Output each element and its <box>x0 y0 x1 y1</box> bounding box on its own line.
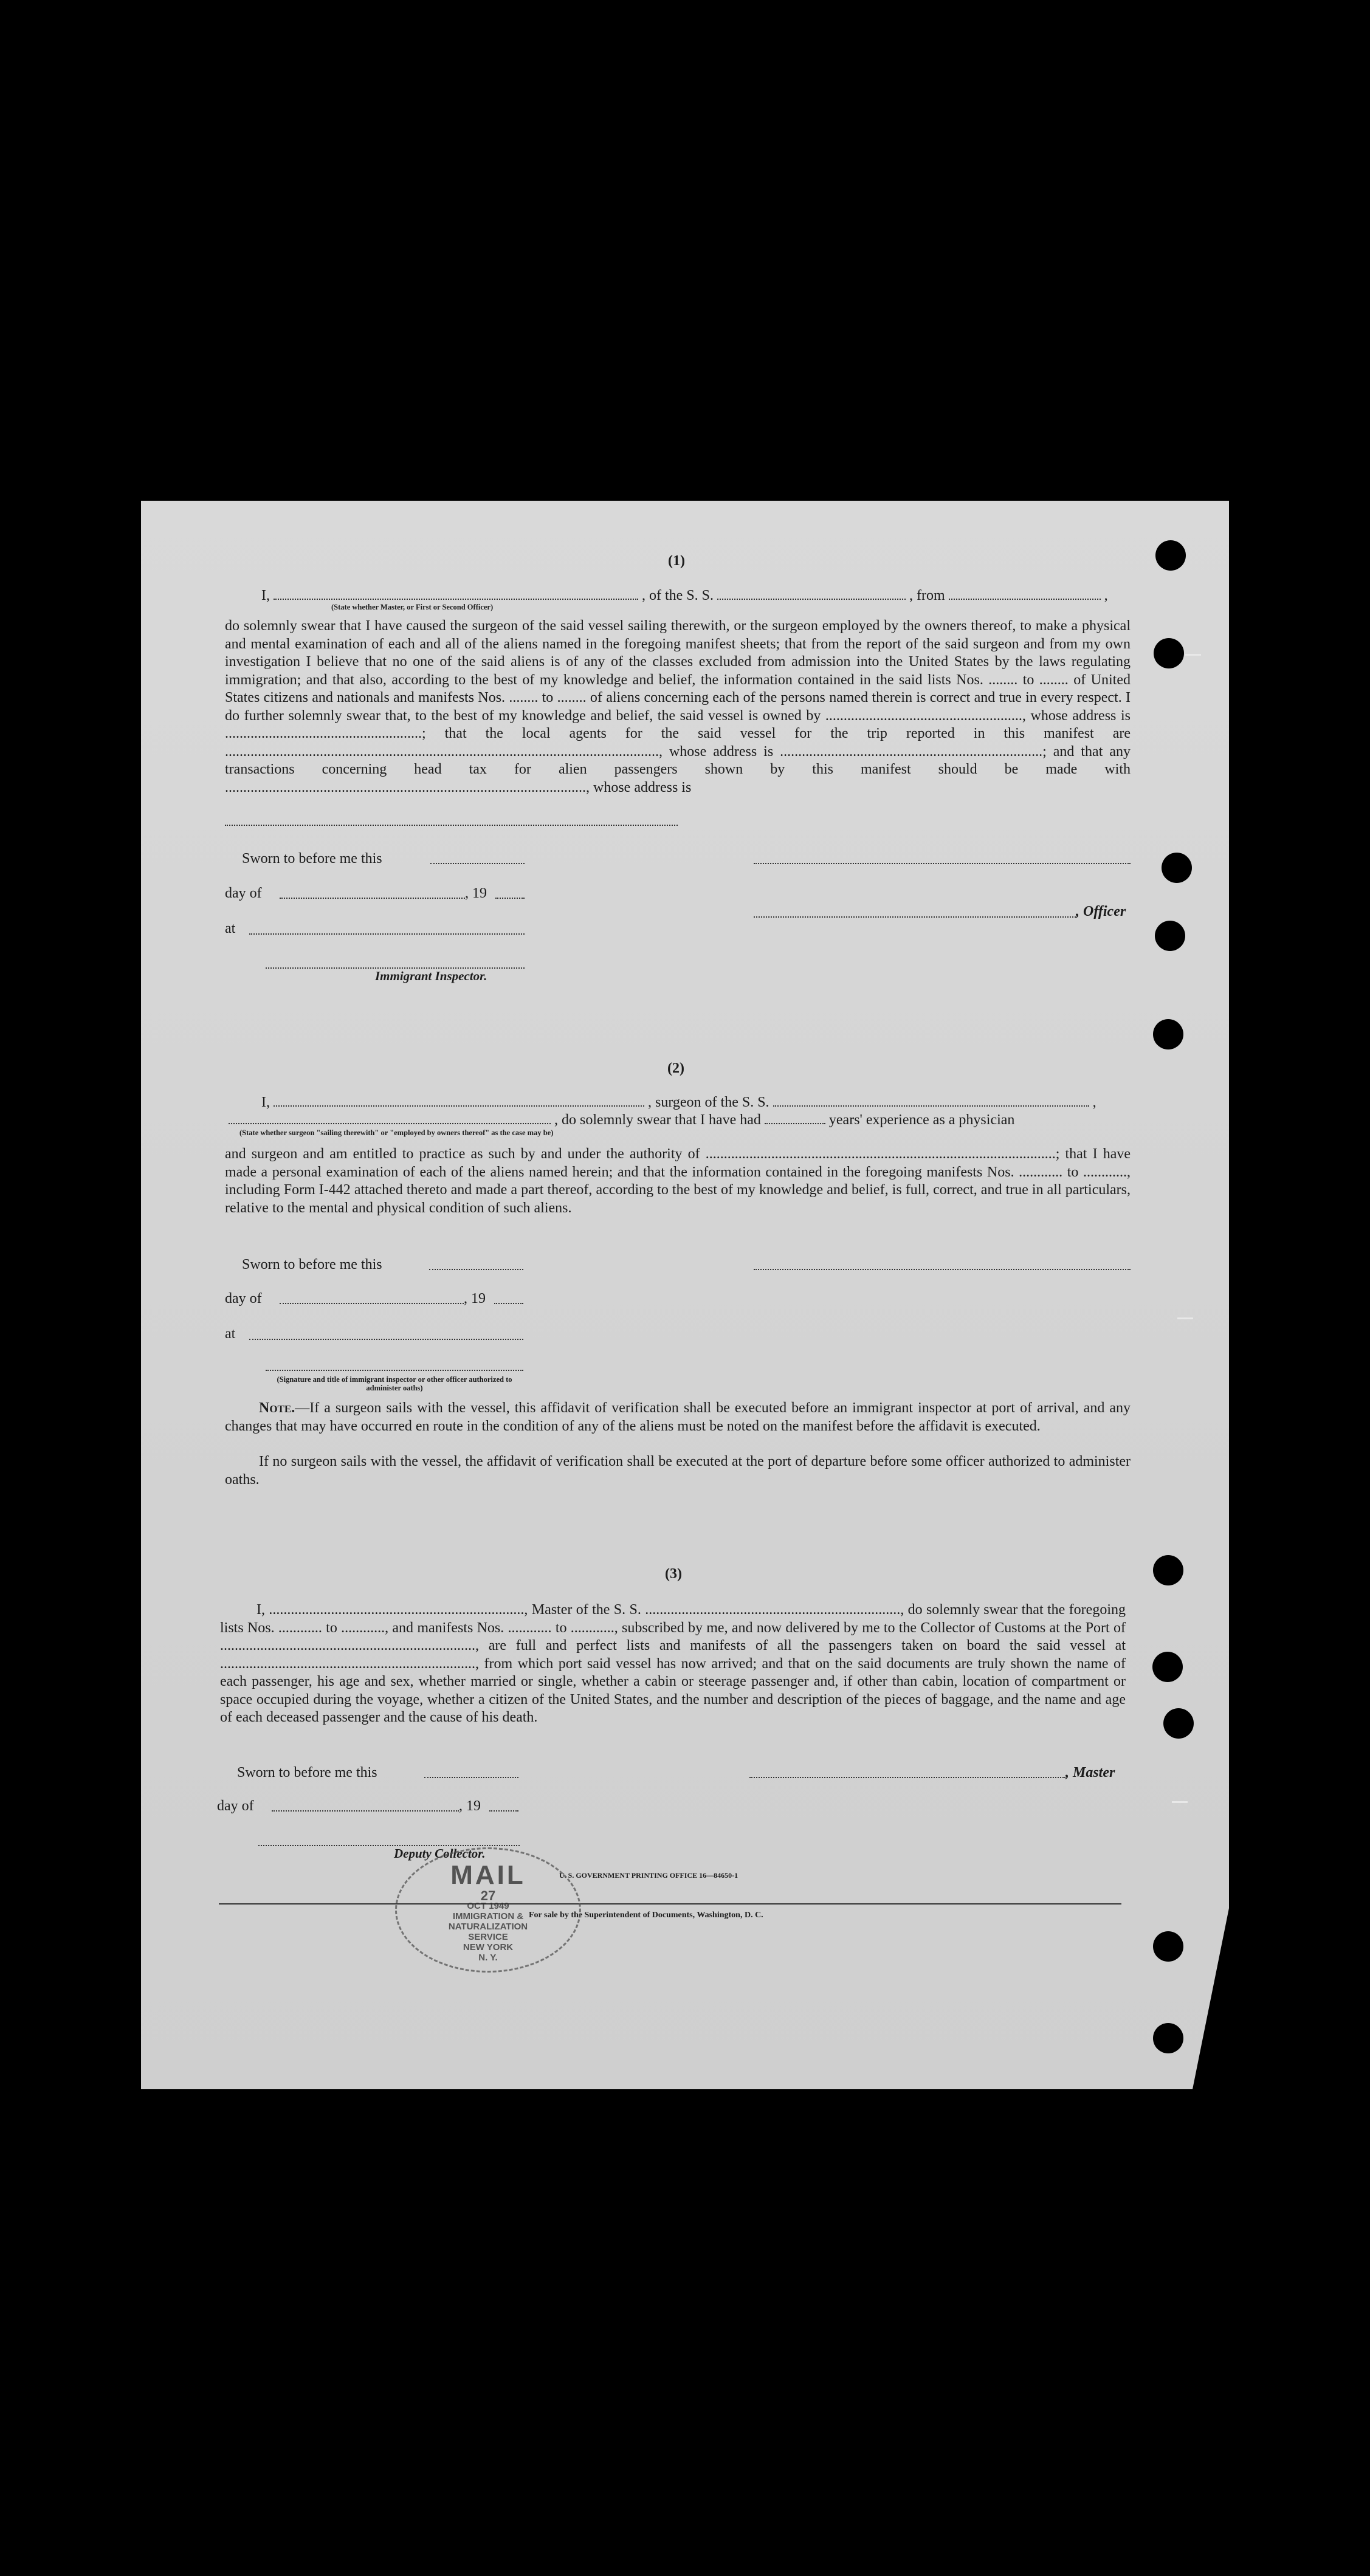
years-label: years' experience as a physician <box>828 1112 1015 1128</box>
signature-title-note: (Signature and title of immigrant inspector or other officer authorized to administer oaths) <box>277 1375 512 1392</box>
day-of-field <box>272 1810 459 1812</box>
stamp-line-4: NEW YORK <box>463 1942 514 1953</box>
immigrant-inspector-caption: Immigrant Inspector. <box>375 969 487 983</box>
surgeon-note <box>225 1400 1131 1435</box>
officer-label <box>1076 903 1126 921</box>
stamp-line-2: NATURALIZATION <box>448 1922 528 1932</box>
printing-office-imprint: U. S. GOVERNMENT PRINTING OFFICE 16—84650-1 <box>559 1871 738 1880</box>
year-label: , 19 <box>465 885 487 901</box>
year-field <box>494 1303 523 1304</box>
officer-signature-line <box>266 1370 523 1371</box>
stamp-mail: MAIL <box>450 1860 526 1890</box>
i-label: I, <box>261 588 270 603</box>
surgeon-signature-line <box>754 1269 1131 1270</box>
sworn-date-field <box>424 1777 518 1778</box>
sworn-date-field <box>429 1269 523 1270</box>
stamp-line-1: IMMIGRATION & <box>452 1911 524 1922</box>
section-1-oath-text: do solemnly swear that I have caused the surgeon of the said vessel sailing therewith, or the surgeon employed by the owners thereof, to make a physical and mental examination of each and all of the aliens named in the foregoing manifest sheets; that from the report of the said surgeon and from my own investigation I believe that no one of the said aliens is of any of the classes excluded from admission into the United States by the laws regulating immigration; and that also, according to the best of my knowledge and belief, the information contained in the said lists Nos. ........ to ........ of United States citizens and nationals and manifests Nos. ........ to ........ of aliens concerning each of the persons named therein is correct and true in every respect. I do further solemnly swear that, to the best of my knowledge and belief, the said vessel is owned by ......................................................, whose address is ......................................................; that the local agents for the said vessel for the trip reported in this manifest are ......................................................................................................................., whose address is ........................................................................; and that any transactions concerning head tax for alien passengers shown by this manifest should be made with ..................................................................................................., whose address is <box>225 618 1131 795</box>
deputy-collector-caption: Deputy Collector. <box>394 1846 486 1861</box>
immigration-mail-stamp <box>395 1847 581 1973</box>
section-1-first-line: I, , of the S. S. , from , <box>261 588 1108 603</box>
punch-hole <box>1162 853 1192 883</box>
of-ss-label: , of the S. S. <box>642 588 714 603</box>
punch-hole <box>1153 2023 1183 2053</box>
stamp-line-5: N. Y. <box>478 1953 498 1963</box>
section-2-heading: (2) <box>667 1060 684 1076</box>
day-of-field <box>280 1303 464 1304</box>
section-1-heading: (1) <box>668 553 685 569</box>
address-line <box>225 825 678 826</box>
punch-hole <box>1153 1555 1183 1585</box>
master-label <box>1065 1764 1115 1782</box>
surgeon-type-note: (State whether surgeon "sailing therewith" or "employed by owners thereof" as the case may be) <box>239 1128 554 1137</box>
footer-rule <box>219 1903 1121 1905</box>
punch-hole <box>1153 1019 1183 1049</box>
section-3-oath-text: I, ......................................................................, Master of the S. S. ......................................................................, do solemnly swear that the foregoing lists Nos. ............ to ............, and manifests Nos. ............ to ............, subscribed by me, and now delivered by me to the Collector of Customs at the Port of ......................................................................, are full and perfect lists and manifests of all the passengers taken on board the said vessel at ......................................................................, from which port said vessel has now arrived; and that on the said documents are truly shown the name of each passenger, his age and sex, whether married or single, whether a cabin or steerage passenger and, if other than cabin, location of compartment or space occupied during the voyage, whether a citizen of the United States, and the number and description of the pieces of baggage, and the name and age of each deceased passenger and the cause of his death. <box>220 1602 1126 1725</box>
officer-label-text: , Officer <box>1076 904 1126 919</box>
punch-hole <box>1163 1708 1194 1739</box>
officer-signature-line <box>754 863 1131 864</box>
day-of-label: day of <box>217 1798 254 1814</box>
section-3-heading: (3) <box>665 1566 682 1582</box>
punch-hole <box>1155 921 1185 951</box>
from-label: , from <box>909 588 945 603</box>
at-label: at <box>225 921 236 936</box>
sworn-date-field <box>430 863 525 864</box>
i-label: I, <box>261 1094 270 1110</box>
sworn-label: Sworn to before me this <box>237 1765 377 1781</box>
day-of-field <box>280 898 465 899</box>
day-of-label: day of <box>225 885 262 901</box>
punch-hole <box>1155 540 1186 571</box>
at-field <box>249 933 525 935</box>
stamp-month-year: OCT 1949 <box>467 1901 509 1911</box>
torn-corner <box>1193 1908 1229 2089</box>
punch-hole <box>1152 1652 1183 1682</box>
year-field <box>489 1810 518 1812</box>
at-label: at <box>225 1326 236 1342</box>
year-label: , 19 <box>459 1798 481 1814</box>
no-surgeon-note: If no surgeon sails with the vessel, the affidavit of verification shall be executed at the port of departure before some officer authorized to administer oaths. <box>225 1454 1131 1488</box>
swear-label: , do solemnly swear that I have had <box>554 1112 761 1128</box>
master-signature-line <box>749 1777 1065 1778</box>
surgeon-label: , surgeon of the S. S. <box>648 1094 769 1110</box>
punch-hole <box>1154 638 1184 668</box>
note-label: Note. <box>259 1400 295 1416</box>
edge-mark <box>1177 1317 1193 1319</box>
sworn-label: Sworn to before me this <box>242 1257 382 1273</box>
officer-rank-note: (State whether Master, or First or Second Officer) <box>331 603 494 611</box>
stamp-line-3: SERVICE <box>468 1932 508 1942</box>
master-label-text: , Master <box>1065 1765 1115 1781</box>
year-field <box>495 898 525 899</box>
stamp-day: 27 <box>480 1888 496 1903</box>
edge-mark <box>1185 654 1201 656</box>
sworn-label: Sworn to before me this <box>242 851 382 867</box>
edge-mark <box>1172 1801 1188 1803</box>
note-text: —If a surgeon sails with the vessel, this affidavit of verification shall be executed before an immigrant inspector at port of arrival, and any changes that may have occurred en route in the condition of any of the aliens must be noted on the manifest before the affidavit is executed. <box>225 1400 1131 1434</box>
at-field <box>249 1339 523 1340</box>
sale-notice: For sale by the Superintendent of Documents, Washington, D. C. <box>529 1911 763 1920</box>
section-2-second-line <box>225 1111 1014 1129</box>
year-label: , 19 <box>464 1291 486 1307</box>
officer-name-line <box>754 916 1076 918</box>
section-2-first-line: I, , surgeon of the S. S. , <box>261 1094 1096 1110</box>
punch-hole <box>1153 1931 1183 1962</box>
section-2-oath-text: and surgeon and am entitled to practice as such by and under the authority of ................................................................................................; that I have made a personal examination of each of the aliens named herein; and that the information contained in the foregoing manifests Nos. ............ to ............, including Form I-442 attached thereto and made a part thereof, according to the best of my knowledge and belief, is full, correct, and true in all particulars, relative to the mental and physical condition of such aliens. <box>225 1146 1131 1216</box>
day-of-label: day of <box>225 1291 262 1307</box>
